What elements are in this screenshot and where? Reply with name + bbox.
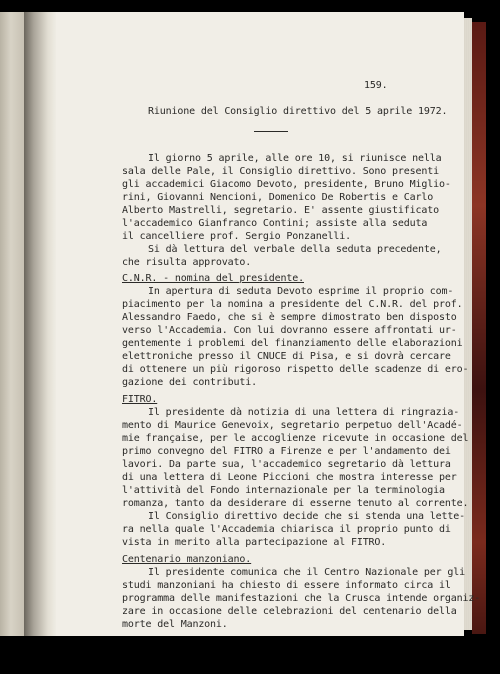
paragraph-line: elettroniche presso il CNUCE di Pisa, e si dovrà cercare bbox=[122, 351, 451, 362]
page-number: 159. bbox=[364, 80, 388, 91]
paragraph-line: di ottenere un più rigoroso rispetto delle scadenze di ero- bbox=[122, 364, 469, 375]
paragraph-line: In apertura di seduta Devoto esprime il proprio com- bbox=[148, 286, 454, 297]
paragraph-line: l'accademico Gianfranco Contini; assiste alla seduta bbox=[122, 218, 428, 229]
paragraph-line: morte del Manzoni. bbox=[122, 619, 228, 630]
page-title: Riunione del Consiglio direttivo del 5 aprile 1972. bbox=[148, 106, 448, 117]
paragraph-line: mento di Maurice Genevoix, segretario perpetuo dell'Acadé- bbox=[122, 420, 463, 431]
paragraph-line: programma delle manifestazioni che la Crusca intende organiz- bbox=[122, 593, 481, 604]
paragraph-line: verso l'Accademia. Con lui dovranno essere affrontati ur- bbox=[122, 325, 457, 336]
paragraph-line: che risulta approvato. bbox=[122, 257, 252, 268]
paragraph-line: zare in occasione delle celebrazioni del centenario della bbox=[122, 606, 457, 617]
paragraph-line: studi manzoniani ha chiesto di essere informato circa il bbox=[122, 580, 451, 591]
paragraph-line: gentemente i problemi del finanziamento delle elaborazioni bbox=[122, 338, 463, 349]
paragraph-line: di una lettera di Leone Piccioni che mostra interesse per bbox=[122, 472, 457, 483]
paragraph-line: vista in merito alla partecipazione al FITRO. bbox=[122, 537, 387, 548]
section-heading-fitro: FITRO. bbox=[122, 394, 158, 405]
paragraph-line: lavori. Da parte sua, l'accademico segretario dà lettura bbox=[122, 459, 451, 470]
section-heading-cnr: C.N.R. - nomina del presidente. bbox=[122, 273, 304, 284]
paragraph-line: Il Consiglio direttivo decide che si stenda una lette- bbox=[148, 511, 466, 522]
paragraph-line: Il presidente comunica che il Centro Nazionale per gli bbox=[148, 567, 466, 578]
paragraph-line: l'attività del Fondo internazionale per la terminologia bbox=[122, 485, 445, 496]
paragraph-line: Si dà lettura del verbale della seduta precedente, bbox=[148, 244, 442, 255]
paragraph-line: gazione dei contributi. bbox=[122, 377, 258, 388]
paragraph-line: Alberto Mastrelli, segretario. E' assente giustificato bbox=[122, 205, 440, 216]
paragraph-line: Il giorno 5 aprile, alle ore 10, si riunisce nella bbox=[148, 153, 442, 164]
paragraph-line: Il presidente dà notizia di una lettera di ringrazia- bbox=[148, 407, 460, 418]
paragraph-line: gli accademici Giacomo Devoto, presidente, Bruno Miglio- bbox=[122, 179, 451, 190]
paragraph-line: romanza, tanto da desiderare di esserne tenuto al corrente. bbox=[122, 498, 469, 509]
paragraph-line: sala delle Pale, il Consiglio direttivo. Sono presenti bbox=[122, 166, 440, 177]
paragraph-line: il cancelliere prof. Sergio Ponzanelli. bbox=[122, 231, 351, 242]
section-heading-centenario: Centenario manzoniano. bbox=[122, 554, 252, 565]
paragraph-line: rini, Giovanni Nencioni, Domenico De Robertis e Carlo bbox=[122, 192, 434, 203]
paragraph-line: mie française, per le accoglienze ricevute in occasione del bbox=[122, 433, 469, 444]
paragraph-line: Alessandro Faedo, che si è sempre dimostrato ben disposto bbox=[122, 312, 457, 323]
paragraph-line: ra nella quale l'Accademia chiarisca il proprio punto di bbox=[122, 524, 451, 535]
paragraph-line: primo convegno del FITRO a Firenze e per l'andamento dei bbox=[122, 446, 451, 457]
paragraph-line: piacimento per la nomina a presidente del C.N.R. del prof. bbox=[122, 299, 463, 310]
title-rule bbox=[254, 131, 288, 132]
